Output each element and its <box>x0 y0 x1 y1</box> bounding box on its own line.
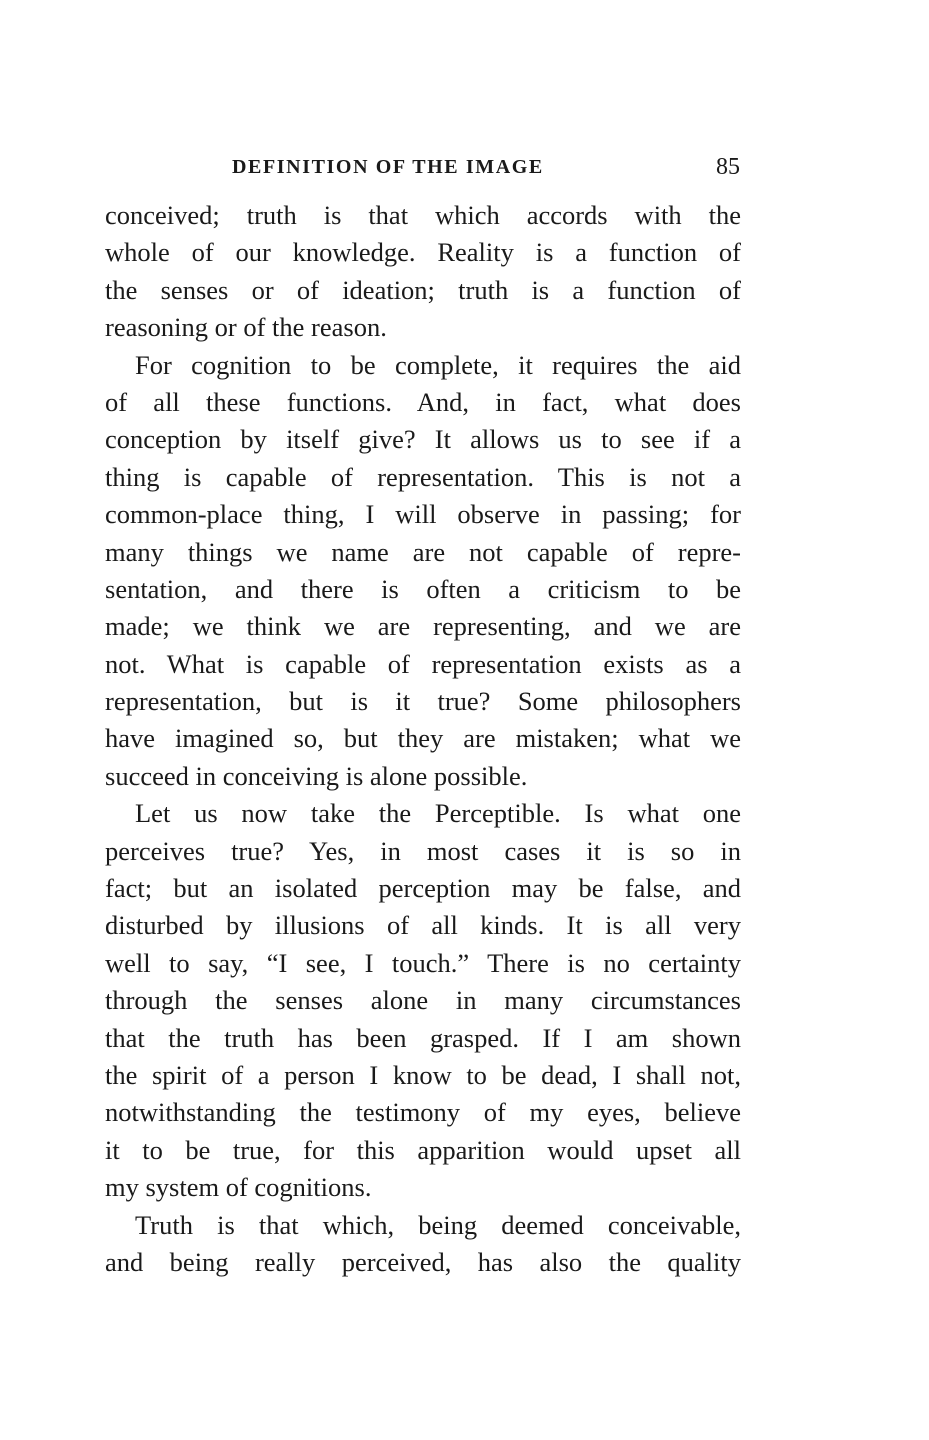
text-line: it to be true, for this apparition would upset all <box>105 1134 741 1165</box>
body-text <box>105 197 741 1281</box>
text-line: the spirit of a person I know to be dead, I shall not, <box>105 1059 741 1090</box>
text-line: common-place thing, I will observe in passing; for <box>105 499 741 530</box>
text-line: have imagined so, but they are mistaken; what we <box>105 723 741 754</box>
text-line: well to say, “I see, I touch.” There is no certainty <box>105 947 741 978</box>
text-line: sentation, and there is often a criticism to be <box>105 573 741 604</box>
text-line: many things we name are not capable of repre- <box>105 536 741 567</box>
paragraph <box>105 197 741 347</box>
text-line: perceives true? Yes, in most cases it is so in <box>105 835 741 866</box>
text-line: succeed in conceiving is alone possible. <box>105 760 528 791</box>
text-line: of all these functions. And, in fact, what does <box>105 386 741 417</box>
text-line: notwithstanding the testimony of my eyes, believe <box>105 1097 741 1128</box>
running-head <box>105 150 740 184</box>
text-line: conceived; truth is that which accords with the <box>105 200 741 230</box>
text-line: that the truth has been grasped. If I am shown <box>105 1022 741 1053</box>
paragraph <box>105 795 741 1206</box>
paragraph <box>105 1207 741 1282</box>
text-line: disturbed by illusions of all kinds. It is all very <box>105 910 741 941</box>
text-line: representation, but is it true? Some philosophers <box>105 686 741 717</box>
text-line: For cognition to be complete, it requires the aid <box>135 349 741 380</box>
text-line: fact; but an isolated perception may be false, and <box>105 873 741 904</box>
text-line: Truth is that which, being deemed conceivable, <box>135 1209 741 1240</box>
text-line: conception by itself give? It allows us to see if a <box>105 424 741 455</box>
text-line: Let us now take the Perceptible. Is what one <box>135 798 741 829</box>
text-line: through the senses alone in many circumstances <box>105 985 741 1016</box>
text-line: not. What is capable of representation exists as a <box>105 648 741 679</box>
text-line: thing is capable of representation. This is not a <box>105 461 741 492</box>
text-line: and being really perceived, has also the quality <box>105 1246 741 1277</box>
text-line: made; we think we are representing, and we are <box>105 611 741 642</box>
text-line: my system of cognitions. <box>105 1172 372 1203</box>
page-number: 85 <box>716 154 740 180</box>
text-line: the senses or of ideation; truth is a function of <box>105 274 741 305</box>
text-line: whole of our knowledge. Reality is a function of <box>105 237 741 268</box>
paragraph <box>105 347 741 796</box>
text-line: reasoning or of the reason. <box>105 312 387 343</box>
running-title: DEFINITION OF THE IMAGE <box>232 156 544 178</box>
